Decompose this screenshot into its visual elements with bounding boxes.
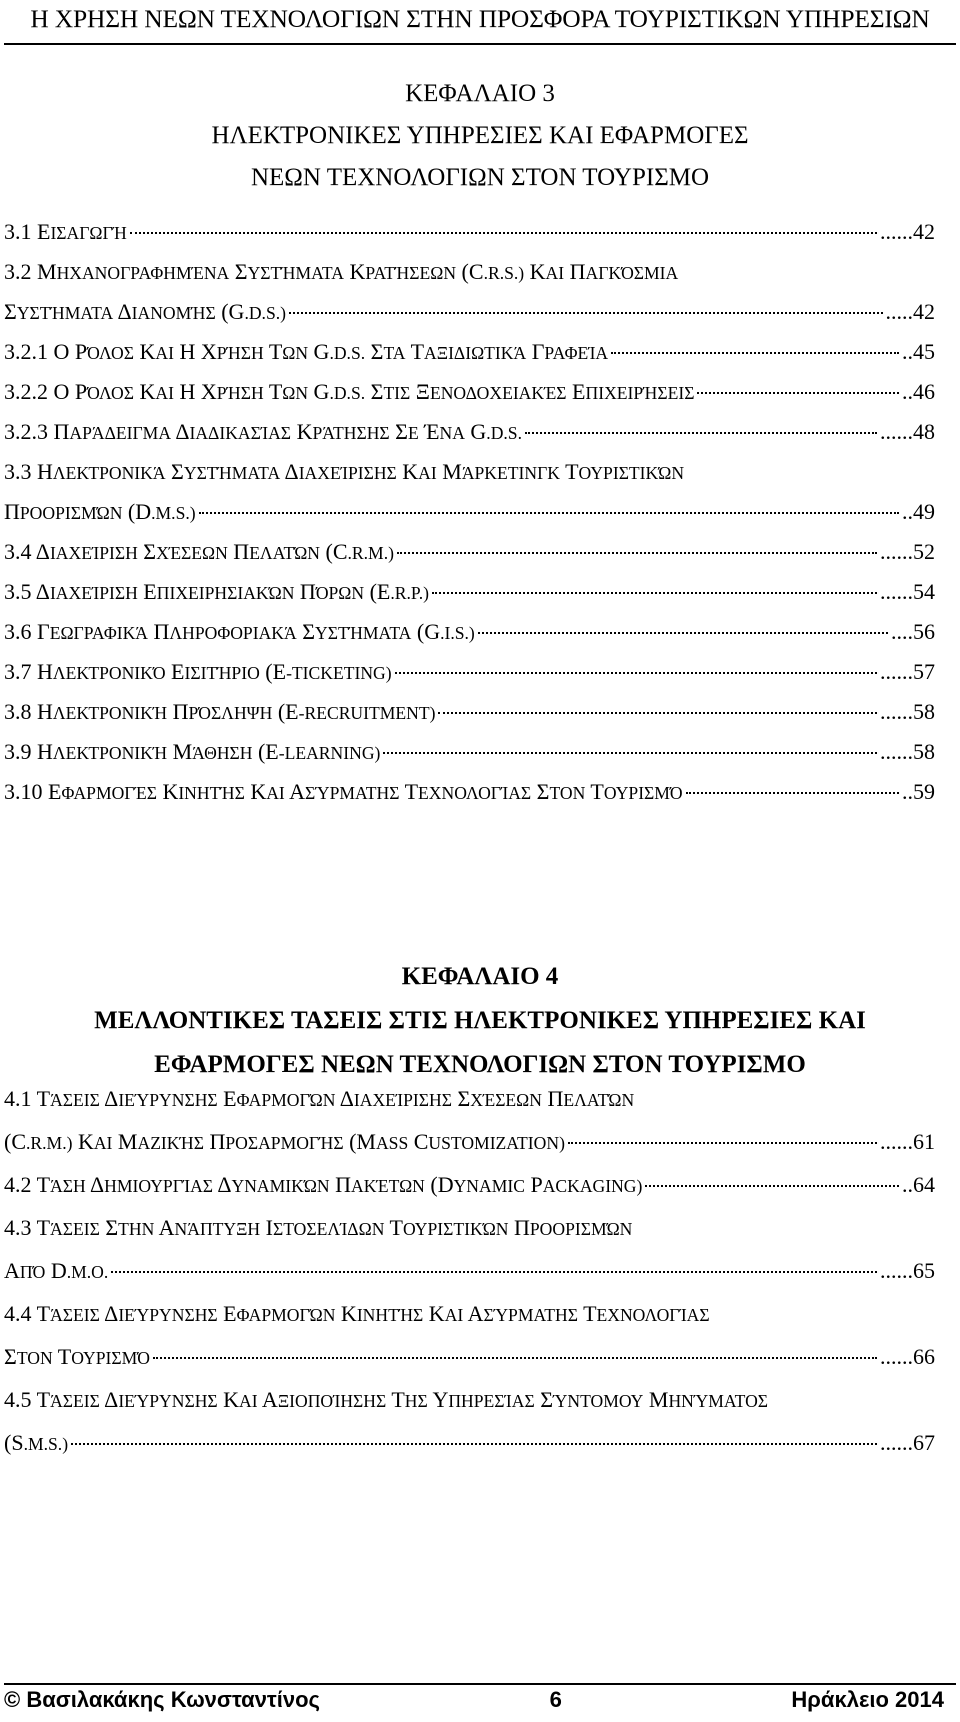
- toc-dot-leader: [397, 552, 877, 554]
- toc3-entry-10: [4, 652, 935, 692]
- toc-entry-title: 4.5 ΤΆΣΕΙΣ ΔΙΕΎΡΥΝΣΗΣ ΚΑΙ ΑΞΙΟΠΟΊΗΣΗΣ ΤΗΣ ΥΠΗΡΕΣΊΑΣ ΣΎΝΤΟΜΟΥ ΜΗΝΎΜΑΤΟΣ: [4, 1387, 769, 1412]
- toc3-entry-8: [4, 572, 935, 612]
- toc-dot-leader: [71, 1443, 877, 1445]
- toc3-entry-11: [4, 692, 935, 732]
- toc-dot-leader: [697, 392, 899, 394]
- toc-entry-title: 3.2 ΜΗΧΑΝΟΓΡΑΦΗΜΈΝΑ ΣΥΣΤΉΜΑΤΑ ΚΡΑΤΉΣΕΩΝ (C.R.S.) ΚΑΙ ΠΑΓΚΌΣΜΙΑ: [4, 259, 679, 284]
- toc-entry-title: 3.3 ΗΛΕΚΤΡΟΝΙΚΆ ΣΥΣΤΉΜΑΤΑ ΔΙΑΧΕΊΡΙΣΗΣ ΚΑΙ ΜΆΡΚΕΤΙΝΓΚ ΤΟΥΡΙΣΤΙΚΏΝ: [4, 459, 685, 484]
- toc-entry-title-continued: (S.M.S.): [4, 1430, 69, 1455]
- toc4-entry-4-continued: [4, 1335, 935, 1378]
- toc-page-number: ..46: [902, 379, 935, 404]
- footer-place-year: Ηράκλειο 2014: [791, 1687, 944, 1712]
- toc-entry-title: 3.2.2 Ο ΡΌΛΟΣ ΚΑΙ Η ΧΡΉΣΗ ΤΩΝ G.D.S. ΣΤΙΣ ΞΕΝΟΔΟΧΕΙΑΚΈΣ ΕΠΙΧΕΙΡΉΣΕΙΣ: [4, 379, 695, 404]
- chapter-3-title-line-1: ΗΛΕΚΤΡΟΝΙΚΕΣ ΥΠΗΡΕΣΙΕΣ ΚΑΙ ΕΦΑΡΜΟΓΕΣ: [211, 122, 749, 149]
- toc-dot-leader: [383, 752, 877, 754]
- toc-entry-title-continued: ΣΥΣΤΉΜΑΤΑ ΔΙΑΝΟΜΉΣ (G.D.S.): [4, 299, 286, 324]
- toc-page-number: ....56: [891, 619, 935, 644]
- header-rule: [4, 43, 956, 45]
- running-header: Η ΧΡΗΣΗ ΝΕΩΝ ΤΕΧΝΟΛΟΓΙΩΝ ΣΤΗΝ ΠΡΟΣΦΟΡΑ ΤΟΥΡΙΣΤΙΚΩΝ ΥΠΗΡΕΣΙΩΝ: [30, 4, 930, 33]
- toc3-entry-1: [4, 212, 935, 252]
- toc-page-number: ......52: [880, 539, 935, 564]
- chapter-4-title-line-2: ΕΦΑΡΜΟΓΕΣ ΝΕΩΝ ΤΕΧΝΟΛΟΓΙΩΝ ΣΤΟΝ ΤΟΥΡΙΣΜΟ: [154, 1051, 806, 1078]
- toc3-entry-13: [4, 772, 935, 812]
- toc4-entry-2: [4, 1163, 935, 1206]
- toc-dot-leader: [153, 1357, 877, 1359]
- footer-author: © Βασιλακάκης Κωνσταντίνος: [4, 1687, 320, 1712]
- toc-entry-title-continued: (C.R.M.) ΚΑΙ ΜΑΖΙΚΉΣ ΠΡΟΣΑΡΜΟΓΉΣ (MASS CUSTOMIZATION): [4, 1129, 565, 1154]
- toc3-entry-4: [4, 372, 935, 412]
- toc-page-number: .....42: [885, 299, 935, 324]
- toc4-entry-5-continued: [4, 1421, 935, 1464]
- toc-entry-title: 3.8 ΗΛΕΚΤΡΟΝΙΚΉ ΠΡΌΣΛΗΨΗ (E-RECRUITMENT): [4, 699, 436, 724]
- toc-page-number: ..59: [902, 779, 935, 804]
- toc-entry-title: 3.6 ΓΕΩΓΡΑΦΙΚΆ ΠΛΗΡΟΦΟΡΙΑΚΆ ΣΥΣΤΉΜΑΤΑ (G.I.S.): [4, 619, 475, 644]
- page-footer: [4, 1687, 944, 1713]
- toc-page-number: ......54: [880, 579, 935, 604]
- toc-entry-title: 3.10 ΕΦΑΡΜΟΓΈΣ ΚΙΝΗΤΉΣ ΚΑΙ ΑΣΎΡΜΑΤΗΣ ΤΕΧΝΟΛΟΓΊΑΣ ΣΤΟΝ ΤΟΥΡΙΣΜΌ: [4, 779, 683, 804]
- toc-dot-leader: [686, 792, 899, 794]
- toc-dot-leader: [568, 1142, 877, 1144]
- toc4-entry-1-continued: [4, 1120, 935, 1163]
- toc-dot-leader: [525, 432, 877, 434]
- toc-dot-leader: [395, 672, 877, 674]
- toc3-entry-12: [4, 732, 935, 772]
- toc4-entry-3: [4, 1206, 935, 1249]
- chapter-3-label: ΚΕΦΑΛΑΙΟ 3: [405, 80, 555, 107]
- chapter-3-heading: [0, 73, 960, 199]
- toc4-entry-1: [4, 1077, 935, 1120]
- footer-page-number: 6: [549, 1687, 562, 1712]
- toc4-entry-4: [4, 1292, 935, 1335]
- toc-page-number: ..64: [902, 1172, 935, 1197]
- toc-page-number: ......61: [880, 1129, 935, 1154]
- toc-dot-leader: [199, 512, 899, 514]
- toc3-entry-5: [4, 412, 935, 452]
- toc-entry-title: 4.3 ΤΆΣΕΙΣ ΣΤΗΝ ΑΝΆΠΤΥΞΗ ΙΣΤΟΣΕΛΊΔΩΝ ΤΟΥΡΙΣΤΙΚΏΝ ΠΡΟΟΡΙΣΜΏΝ: [4, 1215, 633, 1240]
- toc3-entry-2-continued: [4, 292, 935, 332]
- toc3-entry-6: [4, 452, 935, 492]
- toc-entry-title: 4.4 ΤΆΣΕΙΣ ΔΙΕΎΡΥΝΣΗΣ ΕΦΑΡΜΟΓΏΝ ΚΙΝΗΤΉΣ ΚΑΙ ΑΣΎΡΜΑΤΗΣ ΤΕΧΝΟΛΟΓΊΑΣ: [4, 1301, 710, 1326]
- toc-entry-title: 3.9 ΗΛΕΚΤΡΟΝΙΚΉ ΜΆΘΗΣΗ (E-LEARNING): [4, 739, 381, 764]
- toc-dot-leader: [438, 712, 877, 714]
- toc-page-number: ......58: [880, 739, 935, 764]
- toc-dot-leader: [111, 1271, 877, 1273]
- toc-entry-title-continued: ΑΠΌ D.M.O.: [4, 1258, 109, 1283]
- chapter-3-toc: [4, 212, 935, 812]
- toc4-entry-3-continued: [4, 1249, 935, 1292]
- toc-dot-leader: [432, 592, 877, 594]
- toc-page-number: ......57: [880, 659, 935, 684]
- toc-page-number: ..49: [902, 499, 935, 524]
- toc-page-number: ......48: [880, 419, 935, 444]
- toc-dot-leader: [289, 312, 883, 314]
- toc-entry-title-continued: ΣΤΟΝ ΤΟΥΡΙΣΜΌ: [4, 1344, 150, 1369]
- chapter-4-label: ΚΕΦΑΛΑΙΟ 4: [401, 963, 559, 990]
- toc-entry-title: 3.1 ΕΙΣΑΓΩΓΉ: [4, 219, 127, 244]
- toc-entry-title: 4.1 ΤΆΣΕΙΣ ΔΙΕΎΡΥΝΣΗΣ ΕΦΑΡΜΟΓΏΝ ΔΙΑΧΕΊΡΙΣΗΣ ΣΧΈΣΕΩΝ ΠΕΛΑΤΏΝ: [4, 1086, 635, 1111]
- chapter-4-toc: [4, 1077, 935, 1464]
- footer-rule: [4, 1683, 956, 1685]
- toc-entry-title-continued: ΠΡΟΟΡΙΣΜΏΝ (D.M.S.): [4, 499, 196, 524]
- toc-page-number: ......67: [880, 1430, 935, 1455]
- toc-entry-title: 3.7 ΗΛΕΚΤΡΟΝΙΚΌ ΕΙΣΙΤΉΡΙΟ (E-TICKETING): [4, 659, 392, 684]
- chapter-3-title-line-2: ΝΕΩΝ ΤΕΧΝΟΛΟΓΙΩΝ ΣΤΟΝ ΤΟΥΡΙΣΜΟ: [250, 164, 710, 191]
- toc4-entry-5: [4, 1378, 935, 1421]
- toc-page-number: ......42: [880, 219, 935, 244]
- toc-entry-title: 3.5 ΔΙΑΧΕΊΡΙΣΗ ΕΠΙΧΕΙΡΗΣΙΑΚΏΝ ΠΌΡΩΝ (E.R.P.): [4, 579, 429, 604]
- chapter-4-title-line-1: ΜΕΛΛΟΝΤΙΚΕΣ ΤΑΣΕΙΣ ΣΤΙΣ ΗΛΕΚΤΡΟΝΙΚΕΣ ΥΠΗΡΕΣΙΕΣ ΚΑΙ: [94, 1007, 866, 1034]
- toc3-entry-3: [4, 332, 935, 372]
- toc-entry-title: 3.4 ΔΙΑΧΕΊΡΙΣΗ ΣΧΈΣΕΩΝ ΠΕΛΑΤΏΝ (C.R.M.): [4, 539, 394, 564]
- toc-dot-leader: [611, 352, 899, 354]
- toc3-entry-6-continued: [4, 492, 935, 532]
- toc-dot-leader: [130, 232, 877, 234]
- toc-entry-title: 4.2 ΤΆΣΗ ΔΗΜΙΟΥΡΓΊΑΣ ΔΥΝΑΜΙΚΏΝ ΠΑΚΈΤΩΝ (DYNAMIC PACKAGING): [4, 1172, 643, 1197]
- toc-page-number: ......58: [880, 699, 935, 724]
- toc3-entry-7: [4, 532, 935, 572]
- toc-page-number: ......66: [880, 1344, 935, 1369]
- toc-page-number: ......65: [880, 1258, 935, 1283]
- toc-entry-title: 3.2.1 Ο ΡΌΛΟΣ ΚΑΙ Η ΧΡΉΣΗ ΤΩΝ G.D.S. ΣΤΑ ΤΑΞΙΔΙΩΤΙΚΆ ΓΡΑΦΕΊΑ: [4, 339, 609, 364]
- toc3-entry-9: [4, 612, 935, 652]
- toc-dot-leader: [645, 1185, 899, 1187]
- toc-entry-title: 3.2.3 ΠΑΡΆΔΕΙΓΜΑ ΔΙΑΔΙΚΑΣΊΑΣ ΚΡΆΤΗΣΗΣ ΣΕ ΈΝΑ G.D.S.: [4, 419, 522, 444]
- toc-dot-leader: [478, 632, 888, 634]
- toc-page-number: ..45: [902, 339, 935, 364]
- chapter-4-heading: [0, 955, 960, 1087]
- toc3-entry-2: [4, 252, 935, 292]
